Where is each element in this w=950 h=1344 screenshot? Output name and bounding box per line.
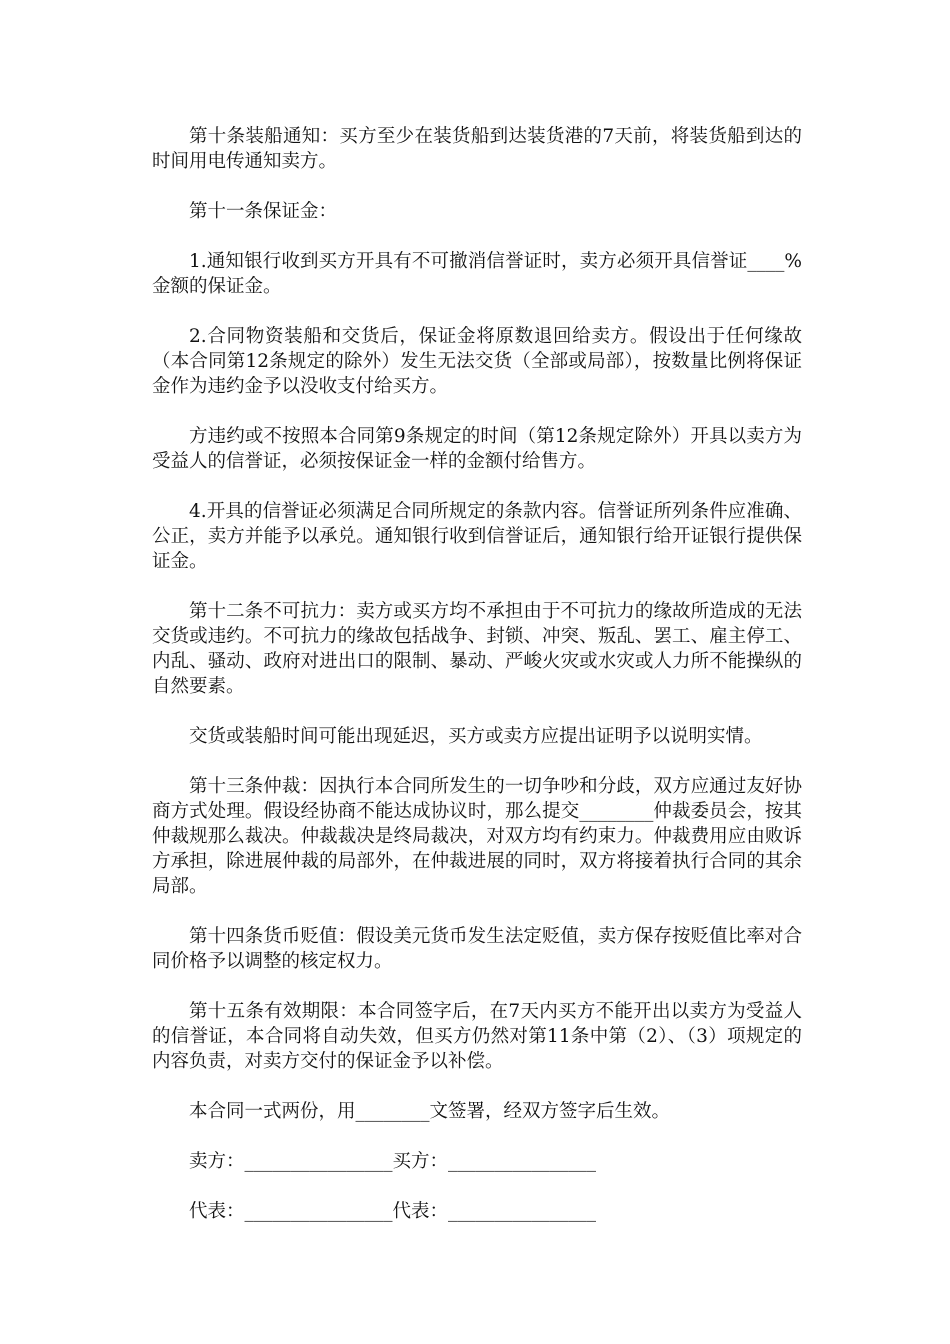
clause-11-item-3: 方违约或不按照本合同第9条规定的时间（第12条规定除外）开具以卖方为受益人的信誉证，必须按保证金一样的金额付给售方。 [152, 426, 802, 472]
signature-representatives-line: 代表：________________代表：________________ [189, 1201, 597, 1222]
clause-15-validity: 第十五条有效期限：本合同签字后，在7天内买方不能开出以卖方为受益人的信誉证，本合同将自动失效，但买方仍然对第11条中第（2）、（3）项规定的内容负责，对卖方交付的保证金予以补偿。 [152, 1001, 802, 1072]
clause-11-heading: 第十一条保证金： [189, 201, 338, 222]
document-body [152, 124, 802, 1249]
clause-11-item-2: 2.合同物资装船和交货后，保证金将原数退回给卖方。假设出于任何缘故（本合同第12条规定的除外）发生无法交货（全部或局部），按数量比例将保证金作为违约金予以没收支付给买方。 [152, 326, 802, 397]
clause-12-delay-note: 交货或装船时间可能出现延迟，买方或卖方应提出证明予以说明实情。 [189, 726, 763, 747]
clause-11-item-4: 4.开具的信誉证必须满足合同所规定的条款内容。信誉证所列条件应准确、公正，卖方并能予以承兑。通知银行收到信誉证后，通知银行给开证银行提供保证金。 [152, 501, 802, 572]
clause-11-item-1: 1.通知银行收到买方开具有不可撤消信誉证时，卖方必须开具信誉证____%金额的保证金。 [152, 251, 802, 297]
clause-13-arbitration: 第十三条仲裁：因执行本合同所发生的一切争吵和分歧，双方应通过友好协商方式处理。假设经协商不能达成协议时，那么提交________仲裁委员会，按其仲裁规那么裁决。仲裁裁决是终局裁决，对双方均有约束力。仲裁费用应由败诉方承担，除进展仲裁的局部外，在仲裁进展的同时，双方将接着执行合同的其余局部。 [152, 776, 802, 897]
copies-statement: 本合同一式两份，用________文签署，经双方签字后生效。 [189, 1101, 671, 1122]
clause-12-force-majeure: 第十二条不可抗力：卖方或买方均不承担由于不可抗力的缘故所造成的无法交货或违约。不可抗力的缘故包括战争、封锁、冲突、叛乱、罢工、雇主停工、内乱、骚动、政府对进出口的限制、暴动、严峻火灾或水灾或人力所不能操纵的自然要素。 [152, 601, 802, 697]
clause-10-shipping-notice: 第十条装船通知：买方至少在装货船到达装货港的7天前，将装货船到达的时间用电传通知卖方。 [152, 126, 802, 172]
clause-14-currency-devaluation: 第十四条货币贬值：假设美元货币发生法定贬值，卖方保存按贬值比率对合同价格予以调整的核定权力。 [152, 926, 802, 972]
signature-parties-line: 卖方：________________买方：________________ [189, 1151, 597, 1172]
